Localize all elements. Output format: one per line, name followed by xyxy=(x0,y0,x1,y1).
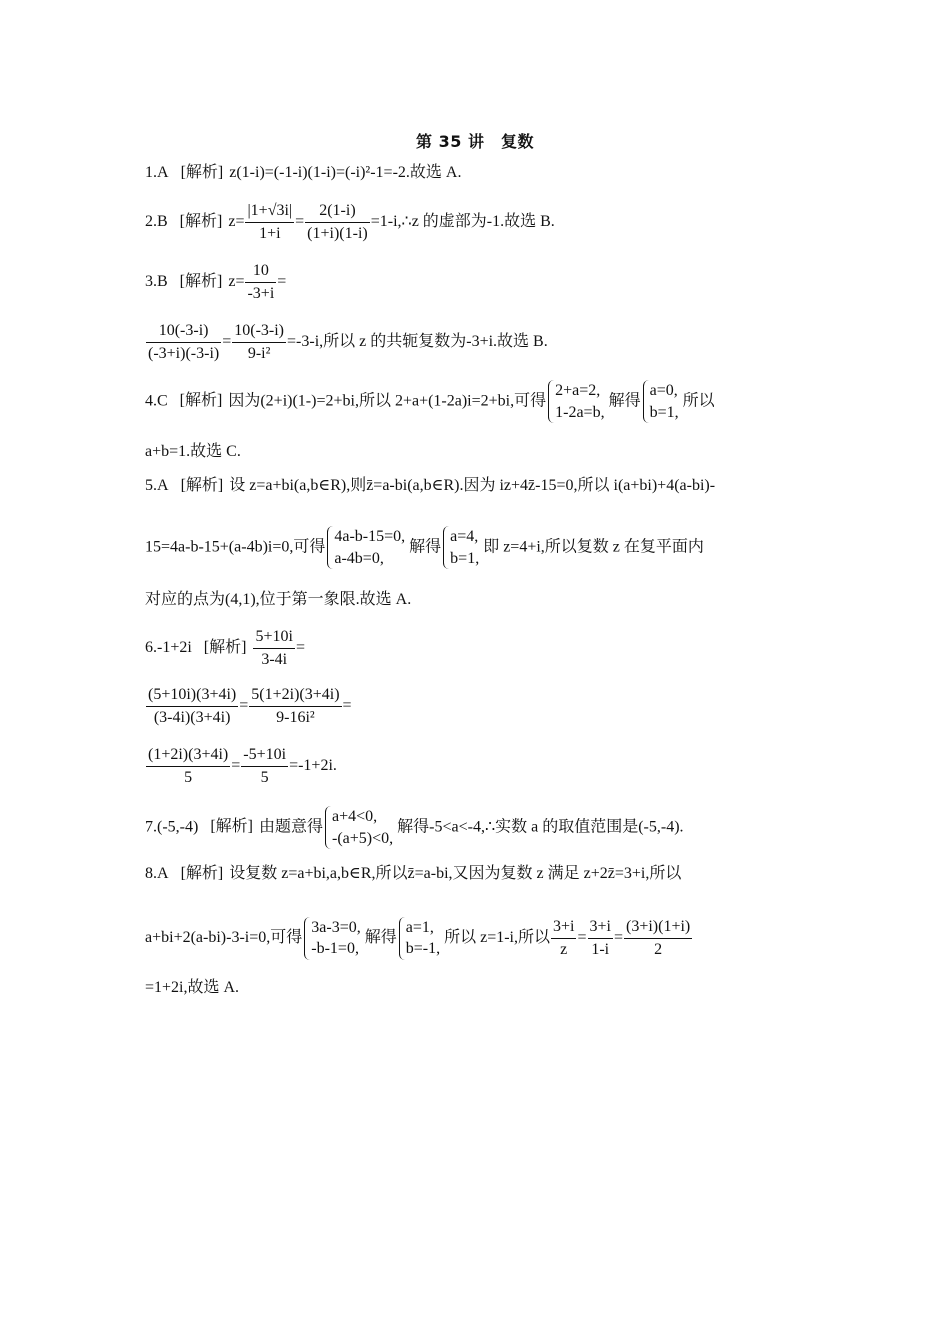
analysis-tag: [解析] xyxy=(180,164,224,181)
numerator: (3+i)(1+i) xyxy=(624,916,692,939)
answer-7 xyxy=(145,806,684,849)
answer-6-cont xyxy=(145,684,352,728)
answer-2 xyxy=(145,200,555,244)
fraction xyxy=(305,200,370,244)
equation-row: 3a-3=0, xyxy=(311,918,361,936)
equation-row: 1-2a=b, xyxy=(555,403,605,421)
numerator: 10 xyxy=(245,260,276,283)
answer-head: 2.B xyxy=(145,212,168,230)
solution-system xyxy=(643,380,681,423)
answer-5-cont xyxy=(145,526,704,569)
answer-head: 5.A xyxy=(145,477,169,494)
answer-text: =1+2i,故选 A. xyxy=(145,979,240,996)
answer-text: 解得-5<a<-4,∴实数 a 的取值范围是(-5,-4). xyxy=(397,818,684,836)
answer-head: 6.-1+2i xyxy=(145,638,192,656)
fraction xyxy=(146,320,221,364)
fraction xyxy=(241,744,288,788)
equation-system xyxy=(548,380,606,423)
fraction xyxy=(232,320,286,364)
denominator: 9-16i² xyxy=(276,708,315,726)
equation-system xyxy=(327,526,407,569)
answer-text: z= xyxy=(228,272,245,290)
equals: = xyxy=(342,696,352,714)
answer-text: 解得 xyxy=(364,928,397,946)
answer-text: 由题意得 xyxy=(258,818,323,836)
equation-row: a+4<0, xyxy=(332,808,378,825)
equation-row: a=4, xyxy=(450,528,479,545)
numerator: (1+2i)(3+4i) xyxy=(146,744,230,767)
answer-text: a+bi+2(a-bi)-3-i=0,可得 xyxy=(145,928,303,946)
equation-row: -(a+5)<0, xyxy=(332,829,394,847)
equation-row: -b-1=0, xyxy=(311,940,359,958)
answer-head: 3.B xyxy=(145,272,168,290)
denominator: (3-4i)(3+4i) xyxy=(153,708,231,726)
denominator: 9-i² xyxy=(247,344,271,362)
fraction xyxy=(253,626,294,670)
equation-row: 4a-b-15=0, xyxy=(334,528,406,545)
numerator: 2(1-i) xyxy=(305,200,370,223)
answer-head: 8.A xyxy=(145,865,169,882)
equation-row: 2+a=2, xyxy=(555,382,601,399)
answer-text: 所以 z=1-i,所以 xyxy=(444,928,550,946)
denominator: 2 xyxy=(654,940,663,958)
answer-text: z= xyxy=(228,212,245,230)
denominator: 5 xyxy=(184,768,193,786)
equals: = xyxy=(239,696,249,714)
equation-system xyxy=(304,917,362,960)
numerator: 3+i xyxy=(551,916,576,939)
fraction xyxy=(624,916,692,960)
answer-text: 设复数 z=a+bi,a,b∈R,所以z̄=a-bi,又因为复数 z 满足 z+2z̄=3+i,所以 xyxy=(229,865,682,882)
numerator: |1+√3i| xyxy=(245,200,294,223)
numerator: -5+10i xyxy=(241,744,288,767)
numerator: 5+10i xyxy=(253,626,294,649)
equation-row: b=1, xyxy=(450,549,480,567)
answer-text: 15=4a-b-15+(a-4b)i=0,可得 xyxy=(145,538,326,556)
fraction xyxy=(146,684,238,728)
answer-text: a+b=1.故选 C. xyxy=(145,443,241,460)
answer-text: =1-i,∴z 的虚部为-1.故选 B. xyxy=(370,212,555,230)
numerator: 10(-3-i) xyxy=(146,320,221,343)
analysis-tag: [解析] xyxy=(180,865,224,882)
analysis-tag: [解析] xyxy=(179,272,223,290)
answer-5 xyxy=(145,478,715,494)
solution-system xyxy=(399,917,442,960)
numerator: 3+i xyxy=(588,916,613,939)
answer-head: 7.(-5,-4) xyxy=(145,818,199,836)
fraction xyxy=(146,744,230,788)
answer-8 xyxy=(145,866,681,882)
denominator: (1+i)(1-i) xyxy=(307,224,368,242)
equation-system xyxy=(325,806,395,849)
answer-3 xyxy=(145,260,286,304)
numerator: (5+10i)(3+4i) xyxy=(146,684,238,707)
answer-text: =-1+2i. xyxy=(289,756,337,774)
answer-1 xyxy=(145,165,461,181)
answer-text: 所以 xyxy=(682,392,715,410)
fraction xyxy=(245,260,276,304)
answer-text: 设 z=a+bi(a,b∈R),则z̄=a-bi(a,b∈R).因为 iz+4z̄-15=0,所以 i(a+bi)+4(a-bi)- xyxy=(229,477,716,494)
denominator: 1+i xyxy=(259,224,281,242)
denominator: -3+i xyxy=(247,284,275,302)
numerator: 10(-3-i) xyxy=(232,320,286,343)
analysis-tag: [解析] xyxy=(210,818,253,836)
answer-4-cont xyxy=(145,444,241,460)
fraction xyxy=(551,916,576,960)
equation-row: b=-1, xyxy=(405,940,441,958)
equation-row: a-4b=0, xyxy=(334,549,384,567)
page-title: 第 35 讲 复数 xyxy=(416,132,534,151)
answer-text: 对应的点为(4,1),位于第一象限.故选 A. xyxy=(145,591,412,608)
answer-text: 解得 xyxy=(608,392,641,410)
answer-text: z(1-i)=(-1-i)(1-i)=(-i)²-1=-2.故选 A. xyxy=(229,164,462,181)
fraction xyxy=(249,684,341,728)
analysis-tag: [解析] xyxy=(179,392,223,410)
equals: = xyxy=(277,272,287,290)
equation-row: a=1, xyxy=(405,918,434,936)
answer-6 xyxy=(145,626,305,670)
equals: = xyxy=(231,756,241,774)
denominator: 1-i xyxy=(591,940,610,958)
analysis-tag: [解析] xyxy=(179,212,223,230)
equation-row: a=0, xyxy=(649,382,678,399)
answer-3-cont xyxy=(145,320,548,364)
answer-4 xyxy=(145,380,715,423)
fraction xyxy=(245,200,294,244)
numerator: 5(1+2i)(3+4i) xyxy=(249,684,341,707)
answer-head: 4.C xyxy=(145,392,168,410)
answer-8-cont: a+bi+2(a-bi)-3-i=0,可得 3a-3=0, -b-1=0, 解得 a=1, b=-1, 所以 z=1-i,所以 $\frac{3+i}{z}$ = $\frac{3+i}{1-i}$ = $\frac{(3+i)(1+i)}{2}$ xyxy=(145,916,693,960)
equation-row: b=1, xyxy=(649,403,679,421)
equals: = xyxy=(222,332,232,350)
denominator: 3-4i xyxy=(261,650,288,668)
solution-system xyxy=(443,526,481,569)
answer-text: 即 z=4+i,所以复数 z 在复平面内 xyxy=(483,538,704,556)
denominator: z xyxy=(560,940,568,958)
analysis-tag: [解析] xyxy=(180,477,224,494)
answer-5-cont2 xyxy=(145,592,411,608)
answer-8-cont2 xyxy=(145,980,239,996)
answer-6-cont2 xyxy=(145,744,337,788)
denominator: (-3+i)(-3-i) xyxy=(148,344,220,362)
answer-head: 1.A xyxy=(145,164,169,181)
answer-text: 解得 xyxy=(409,538,442,556)
analysis-tag: [解析] xyxy=(203,638,247,656)
answer-text: 因为(2+i)(1-)=2+bi,所以 2+a+(1-2a)i=2+bi,可得 xyxy=(228,392,547,410)
equals: = xyxy=(295,638,305,656)
denominator: 5 xyxy=(260,768,269,786)
equals: = xyxy=(295,212,305,230)
answer-text: =-3-i,所以 z 的共轭复数为-3+i.故选 B. xyxy=(287,332,548,350)
fraction xyxy=(588,916,613,960)
